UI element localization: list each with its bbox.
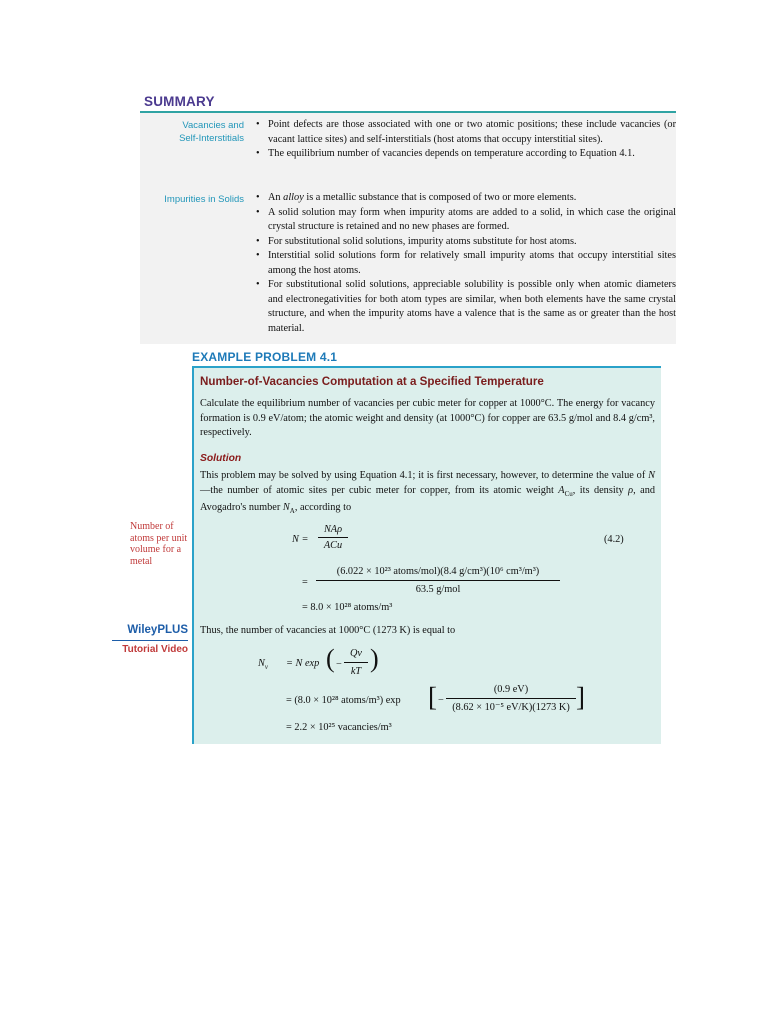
bullet-item: • The equilibrium number of vacancies depends on temperature according to Equation 4.1.: [256, 147, 676, 162]
text-run: , and Avogadro's number: [200, 484, 655, 514]
impurities-bullet-list: [256, 191, 676, 336]
text-run: , its density: [572, 484, 629, 496]
equation-number: (4.2): [604, 534, 624, 545]
summary-title: SUMMARY: [144, 94, 215, 109]
text-run: is a metallic substance that is composed of two or more elements.: [303, 192, 577, 203]
bullet-item: • A solid solution may form when impurity atoms are added to a solid, in which case the original crystal structure is retained and no new phases are formed.: [256, 206, 676, 235]
text-run: , according to: [294, 502, 352, 514]
minus-sign: −: [336, 659, 342, 670]
section-label-line: Vacancies and: [182, 120, 244, 131]
section-label-vacancies: [140, 119, 244, 145]
example-heading: EXAMPLE PROBLEM 4.1: [192, 350, 338, 364]
wileyplus-underline: [112, 640, 188, 641]
eq4-rhs: = N exp: [286, 658, 320, 669]
solution-text: [200, 469, 655, 519]
tutorial-video-link[interactable]: Tutorial Video: [122, 644, 188, 655]
subscript: Cu: [564, 489, 573, 498]
subscript: v: [264, 663, 268, 672]
fraction-bar: [318, 537, 348, 538]
eq4-denominator: kT: [350, 666, 362, 677]
bracket-open: [: [428, 682, 437, 712]
solution-heading: Solution: [200, 453, 242, 464]
text-run: This problem may be solved by using Equation 4.1; it is first necessary, however, to determine the value of: [200, 470, 649, 481]
symbol-N: N: [648, 470, 655, 481]
bullet-item: [256, 191, 676, 206]
bracket-close: ]: [576, 682, 585, 712]
symbol-rho: ρ: [628, 484, 634, 496]
paren-open: (: [326, 644, 335, 673]
bullet-item: • Interstitial solid solutions form for relatively small impurity atoms that occupy interstitial sites among the host atoms.: [256, 249, 676, 278]
eq1-numerator: NAρ: [323, 524, 343, 535]
fraction-bar: [344, 662, 368, 663]
paren-close: ): [370, 644, 379, 673]
text-run: —the number of atomic sites per cubic meter for copper, from its atomic weight: [200, 484, 559, 496]
eq1-denominator: ACu: [323, 540, 343, 551]
thus-text: Thus, the number of vacancies at 1000°C (1273 K) is equal to: [200, 625, 456, 636]
bullet-item: • For substitutional solid solutions, impurity atoms substitute for host atoms.: [256, 235, 676, 250]
eq5-prefix: = (8.0 × 10²⁸ atoms/m³) exp: [286, 695, 401, 706]
subscript: A: [289, 507, 295, 516]
section-label-line: Self-Interstitials: [179, 133, 244, 144]
minus-sign: −: [438, 695, 444, 706]
margin-note: Number of atoms per unit volume for a metal: [130, 521, 188, 567]
symbol-A: A: [558, 484, 565, 496]
wileyplus-label[interactable]: WileyPLUS: [127, 624, 188, 636]
vacancies-bullet-list: [256, 118, 676, 162]
eq1-lhs: N =: [292, 534, 309, 545]
section-label-impurities: Impurities in Solids: [164, 194, 244, 205]
eq4-lhs: [258, 658, 268, 673]
equals-sign: =: [302, 577, 308, 588]
problem-statement: Calculate the equilibrium number of vacancies per cubic meter for copper at 1000°C. The energy for vacancy formation is 0.9 eV/atom; the atomic weight and density (at 1000°C) for copper are 63.5 g/mol and 8.4 g/cm³, respectively.: [200, 398, 655, 438]
fraction-bar: [316, 580, 560, 581]
eq3: = 8.0 × 10²⁸ atoms/m³: [302, 602, 393, 613]
bullet-item: • Point defects are those associated with one or two atomic positions; these include vacancies (or vacant lattice sites) and self-interstitials (host atoms that occupy interstitial sites).: [256, 118, 676, 147]
eq6-result: = 2.2 × 10²⁵ vacancies/m³: [286, 722, 392, 733]
eq2-numerator: (6.022 × 10²³ atoms/mol)(8.4 g/cm³)(10⁶ cm³/m³): [336, 566, 540, 577]
fraction-bar: [446, 698, 576, 699]
symbol-NA: N: [282, 502, 290, 514]
bullet-item: • For substitutional solid solutions, appreciable solubility is possible only when atomic diameters and electronegativities for both atom types are similar, when both elements have the same crystal structure, and when the impurity atoms have a valence that is the same as or greater than the host material.: [256, 278, 676, 336]
text-run: An: [268, 192, 284, 203]
term-alloy: alloy: [283, 192, 304, 203]
eq5-denominator: (8.62 × 10⁻⁵ eV/K)(1273 K): [452, 702, 570, 713]
eq5-numerator: (0.9 eV): [493, 684, 529, 695]
symbol-N: N: [258, 658, 265, 669]
eq2-denominator: 63.5 g/mol: [415, 584, 461, 595]
eq4-numerator: Qv: [349, 648, 362, 659]
example-title: Number-of-Vacancies Computation at a Specified Temperature: [200, 375, 544, 388]
